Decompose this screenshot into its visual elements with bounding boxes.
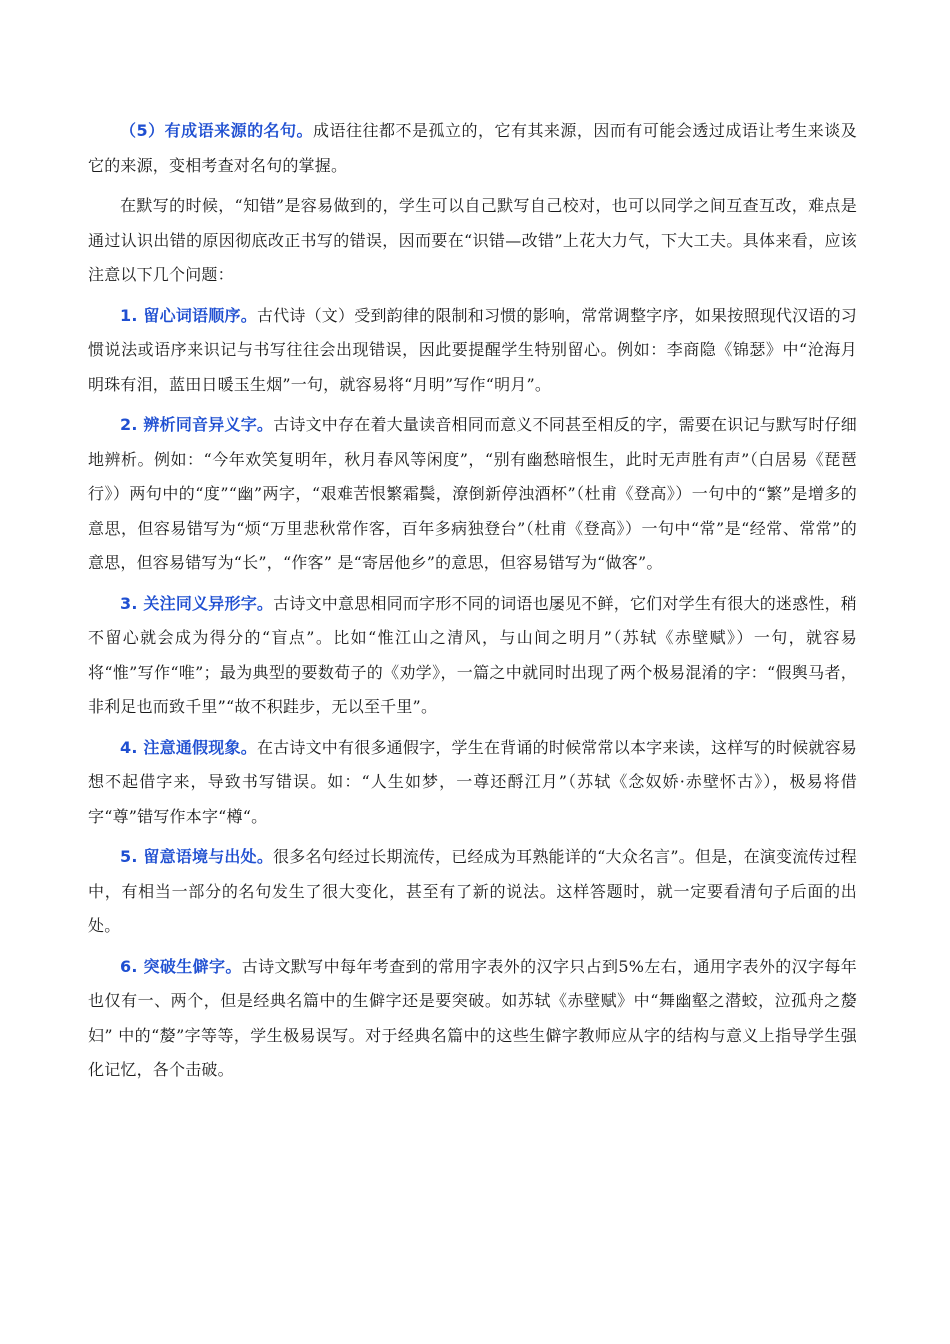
item-text: 古代诗（文）受到韵律的限制和习惯的影响，常常调整字序，如果按照现代汉语的习惯说法或语序来识记与书写往往会出现错误，因此要提醒学生特别留心。例如：李商隐《锦瑟》中“沧海月明珠有泪，蓝田日暖玉生烟”一句，就容易将“月明”写作“明月”。 — [88, 305, 857, 394]
item-paragraph-4 — [88, 731, 857, 835]
item-text: 古诗文中存在着大量读音相同而意义不同甚至相反的字，需要在识记与默写时仔细地辨析。例如：“今年欢笑复明年，秋月春风等闲度”，“别有幽愁暗恨生，此时无声胜有声”（白居易《琵琶行》）两句中的“度”“幽”两字，“艰难苦恨繁霜鬓，潦倒新停浊酒杯”（杜甫《登高》）一句中的“繁”是增多的意思，但容易错写为“烦“万里悲秋常作客，百年多病独登台”（杜甫《登高》）一句中“常”是“经常、常常”的意思，但容易错写为“长”，“作客” 是“寄居他乡”的意思，但容易错写为“做客”。 — [88, 415, 858, 572]
item-heading: 6. 突破生僻字。 — [120, 956, 242, 976]
item-paragraph-5 — [88, 840, 857, 944]
item-text: 在古诗文中有很多通假字，学生在背诵的时候常常以本字来读，这样写的时候就容易想不起借字来，导致书写错误。如：“人生如梦，一尊还酹江月”（苏轼《念奴娇·赤壁怀古》），极易将借字“尊”错写作本字“樽“。 — [88, 737, 857, 826]
item-paragraph-3 — [88, 587, 857, 725]
item-heading: 1. 留心词语顺序。 — [120, 305, 257, 325]
intro-paragraph — [88, 114, 857, 183]
overview-paragraph: 在默写的时候，“知错”是容易做到的，学生可以自己默写自己校对，也可以同学之间互查互改，难点是通过认识出错的原因彻底改正书写的错误，因而要在“识错—改错”上花大力气，下大工夫。具体来看，应该注意以下几个问题： — [88, 196, 857, 284]
item-text: 很多名句经过长期流传，已经成为耳熟能详的“大众名言”。但是，在演变流传过程中，有相当一部分的名句发生了很大变化，甚至有了新的说法。这样答题时，就一定要看清句子后面的出处。 — [88, 847, 858, 935]
item-paragraph-1 — [88, 299, 857, 403]
item-paragraph-2 — [88, 408, 857, 581]
item-heading: 2. 辨析同音异义字。 — [120, 415, 274, 434]
item-heading: 4. 注意通假现象。 — [120, 737, 257, 757]
item-heading: 5. 留意语境与出处。 — [120, 847, 274, 866]
item-paragraph-6 — [88, 950, 857, 1088]
item-text: 古诗文中意思相同而字形不同的词语也屡见不鲜，它们对学生有很大的迷惑性，稍不留心就会成为得分的“盲点”。比如“惟江山之清风，与山间之明月”（苏轼《赤壁赋》）一句，就容易将“惟”写作“唯”；最为典型的要数荀子的《劝学》，一篇之中就同时出现了两个极易混淆的字：“假舆马者，非利足也而致千里”“故不积跬步，无以至千里”。 — [88, 593, 858, 716]
item-heading: 3. 关注同义异形字。 — [120, 593, 274, 613]
intro-heading: （5）有成语来源的名句。 — [120, 121, 314, 140]
item-text: 古诗文默写中每年考查到的常用字表外的汉字只占到5%左右，通用字表外的汉字每年也仅有一、两个，但是经典名篇中的生僻字还是要突破。如苏轼《赤壁赋》中“舞幽壑之潜蛟，泣孤舟之嫠妇” 中的“嫠”字等等，学生极易误写。对于经典名篇中的这些生僻字教师应从字的结构与意义上指导学生强化记忆，各个击破。 — [88, 956, 857, 1079]
intro-text: 成语往往都不是孤立的，它有其来源，因而有可能会透过成语让考生来谈及它的来源，变相考查对名句的掌握。 — [88, 121, 857, 175]
